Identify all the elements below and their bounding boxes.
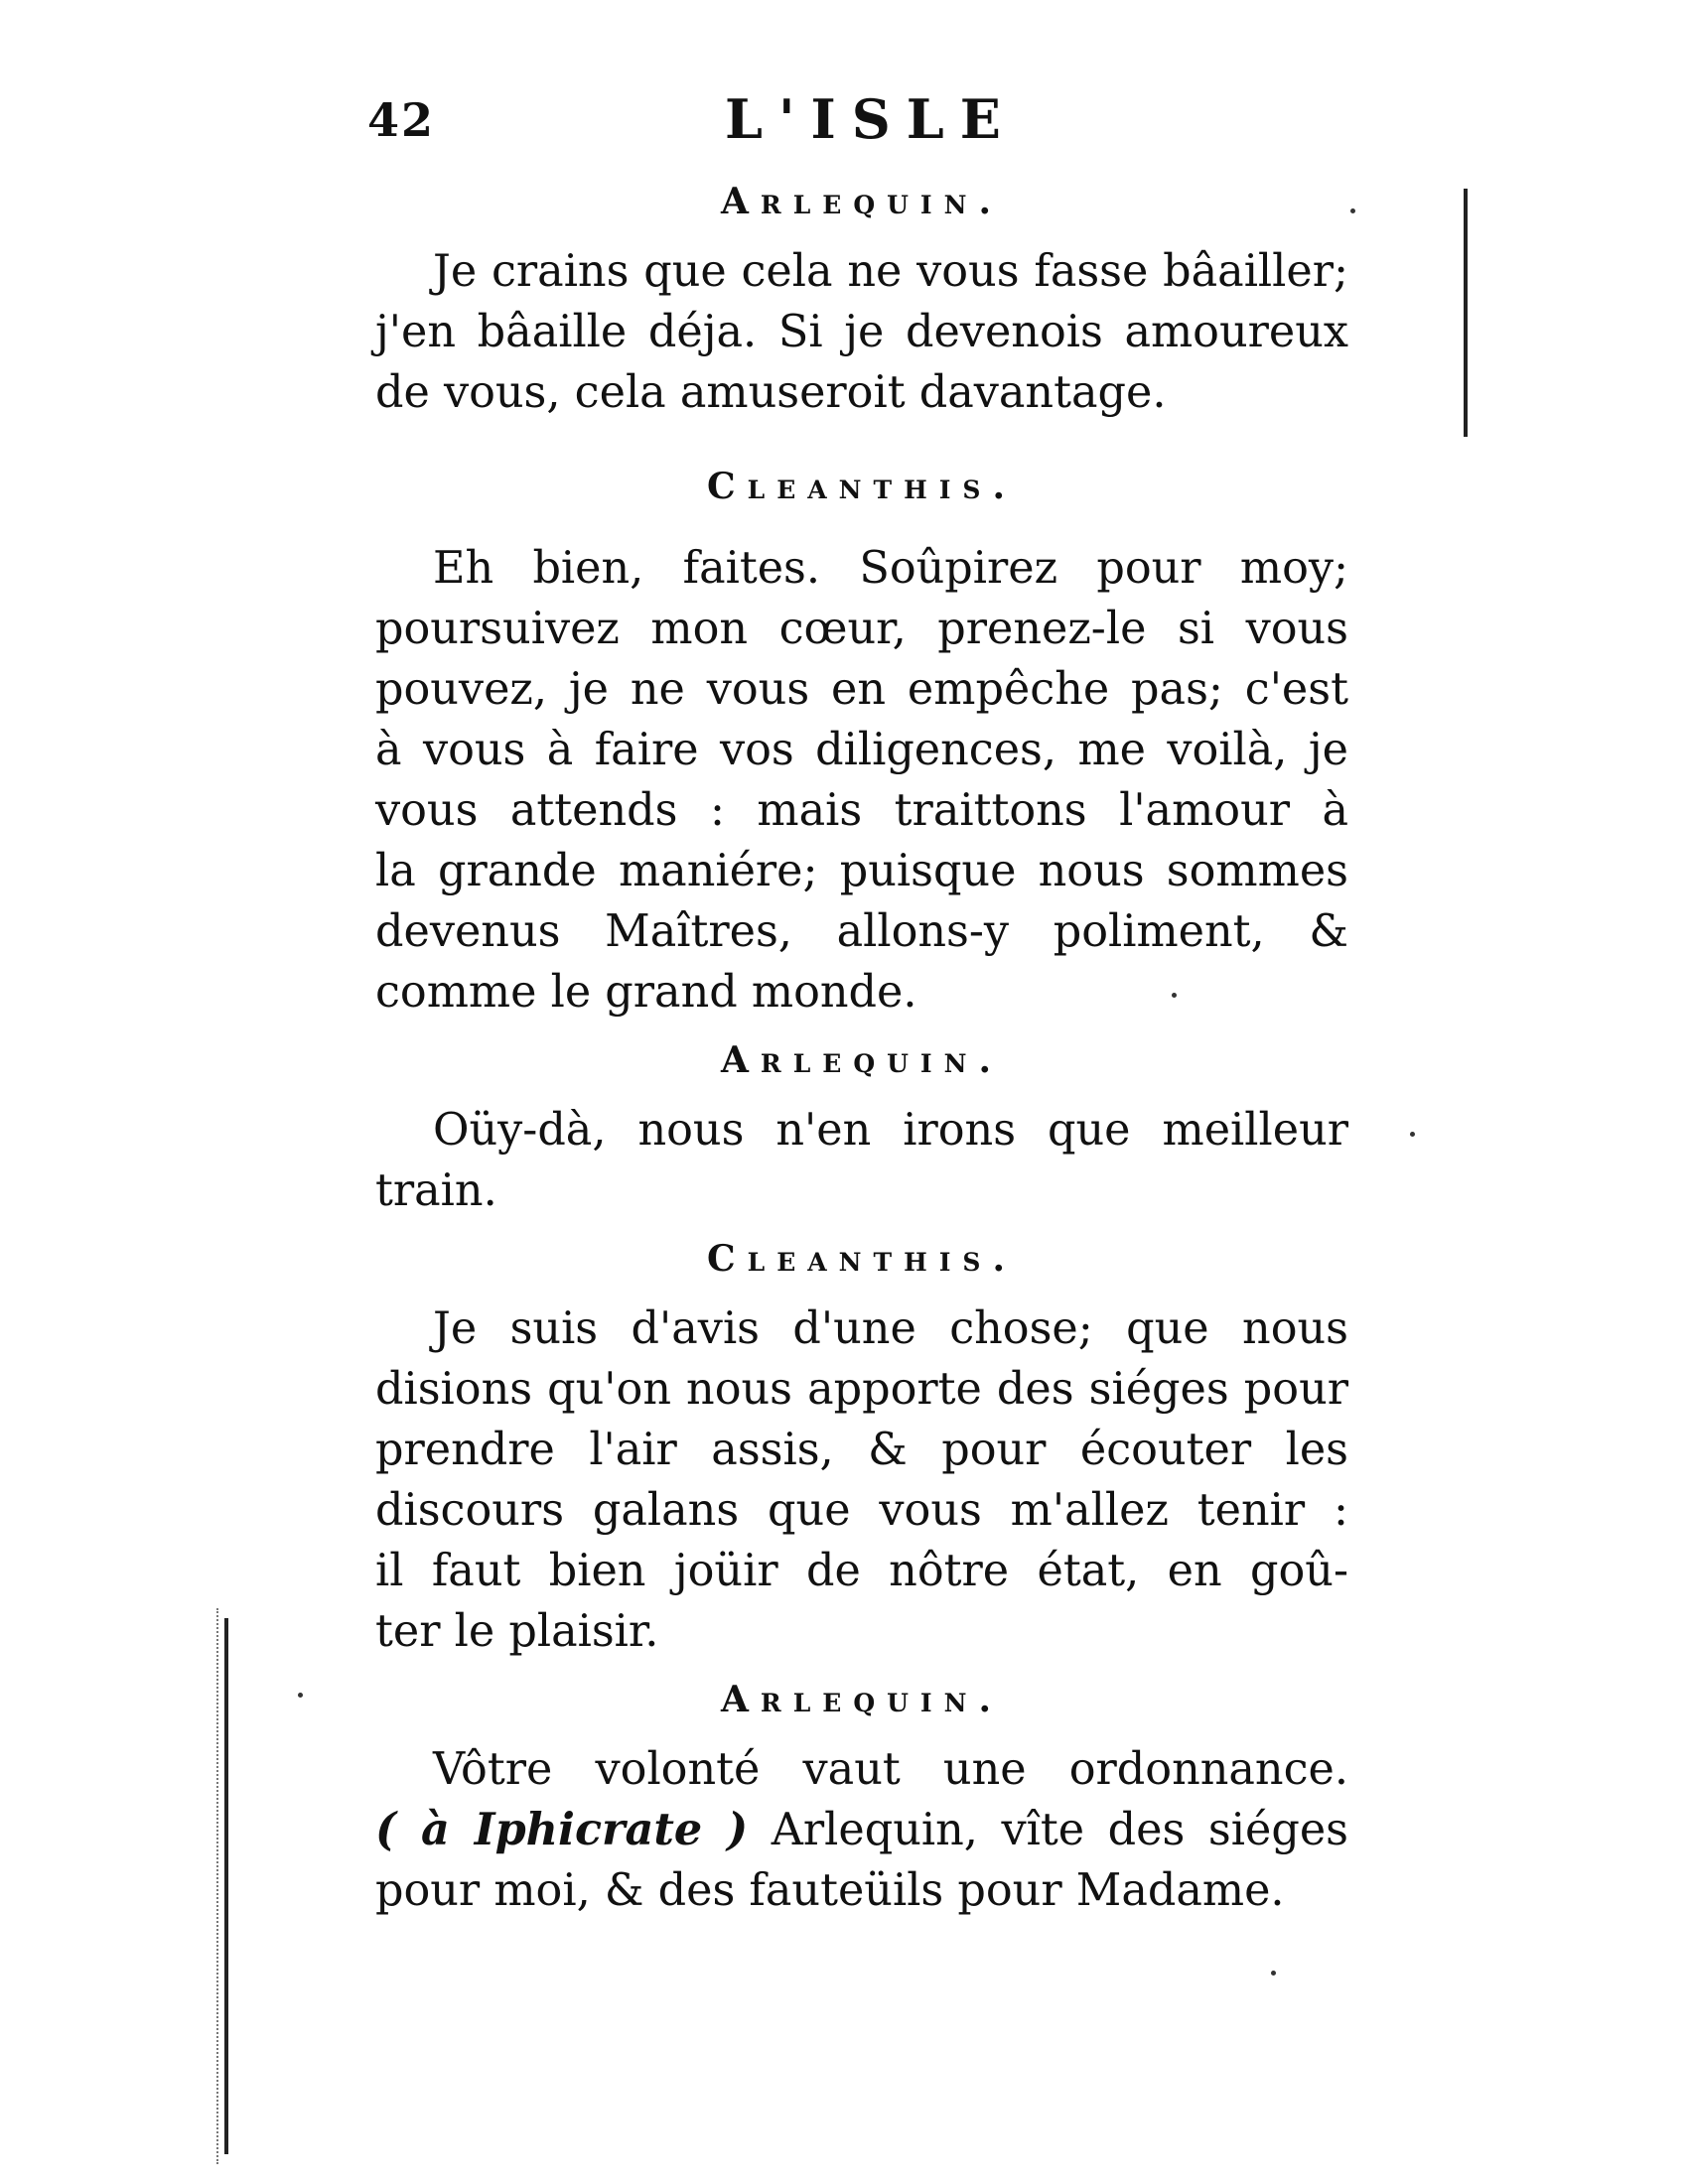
stage-direction: ( à Iphicrate ): [375, 1804, 749, 1855]
speaker-heading: Arlequin.: [721, 181, 1003, 222]
speech-line: la grande maniére; puisque nous sommes: [375, 846, 1348, 896]
speech-line: train.: [375, 1165, 497, 1216]
speech-line: il faut bien joüir de nôtre état, en goû-: [375, 1546, 1348, 1596]
running-title: L'ISLE: [725, 87, 1017, 151]
speech-line: Vôtre volonté vaut une ordonnance.: [433, 1744, 1348, 1795]
speaker-heading: Arlequin.: [721, 1039, 1003, 1081]
dialogue-column: [375, 164, 1348, 1921]
speech-line: pour moi, & des fauteüils pour Madame.: [375, 1865, 1285, 1916]
speech-line: à vous à faire vos diligences, me voilà, je: [375, 725, 1348, 775]
speech-line: j'en bâaille déja. Si je devenois amoureux: [375, 307, 1348, 357]
speech-line: Oüy-dà, nous n'en irons que meilleur: [433, 1105, 1348, 1156]
speech-block: [375, 526, 1348, 1023]
speech-block: [375, 1739, 1348, 1921]
speech-line: de vous, cela amuseroit davantage.: [375, 367, 1167, 418]
speaker-heading: Cleanthis.: [706, 466, 1018, 507]
scan-speck: [1172, 993, 1177, 998]
speaker-heading: Arlequin.: [721, 1679, 1003, 1720]
scan-speck: [1350, 208, 1355, 213]
speech-line-with-stage-direction: [375, 1800, 1348, 1860]
running-head: [367, 87, 1360, 157]
speech-line: prendre l'air assis, & pour écouter les: [375, 1425, 1348, 1475]
speech-line: Je crains que cela ne vous fasse bâailler;: [433, 246, 1348, 297]
speech-fragment: Arlequin, vîte des siéges: [771, 1805, 1348, 1855]
speech-line: ter le plaisir.: [375, 1606, 659, 1657]
speech-line: disions qu'on nous apporte des siéges pour: [375, 1364, 1348, 1415]
scan-speck: [1410, 1132, 1415, 1137]
speech-line: vous attends : mais traittons l'amour à: [375, 785, 1348, 836]
speech-block: [375, 1100, 1348, 1221]
speech-line: pouvez, je ne vous en empêche pas; c'est: [375, 664, 1348, 715]
speech-line: discours galans que vous m'allez tenir :: [375, 1485, 1348, 1536]
speaker-heading: Cleanthis.: [706, 1238, 1018, 1280]
speech-block: [375, 241, 1348, 423]
scan-speck: [1271, 1971, 1276, 1976]
scan-gutter-noise: [216, 1608, 221, 2164]
speech-line: Je suis d'avis d'une chose; que nous: [433, 1303, 1348, 1354]
speech-line: Eh bien, faites. Soûpirez pour moy;: [433, 543, 1348, 594]
page-number: 42: [367, 93, 436, 147]
speech-block: [375, 1298, 1348, 1662]
speech-line: poursuivez mon cœur, prenez-le si vous: [375, 604, 1348, 654]
scan-speck: [298, 1693, 303, 1698]
speech-line: comme le grand monde.: [375, 967, 917, 1018]
speech-line: devenus Maîtres, allons-y poliment, &: [375, 906, 1348, 957]
scan-margin-rule: [1464, 189, 1468, 437]
scan-margin-rule: [224, 1618, 228, 2154]
